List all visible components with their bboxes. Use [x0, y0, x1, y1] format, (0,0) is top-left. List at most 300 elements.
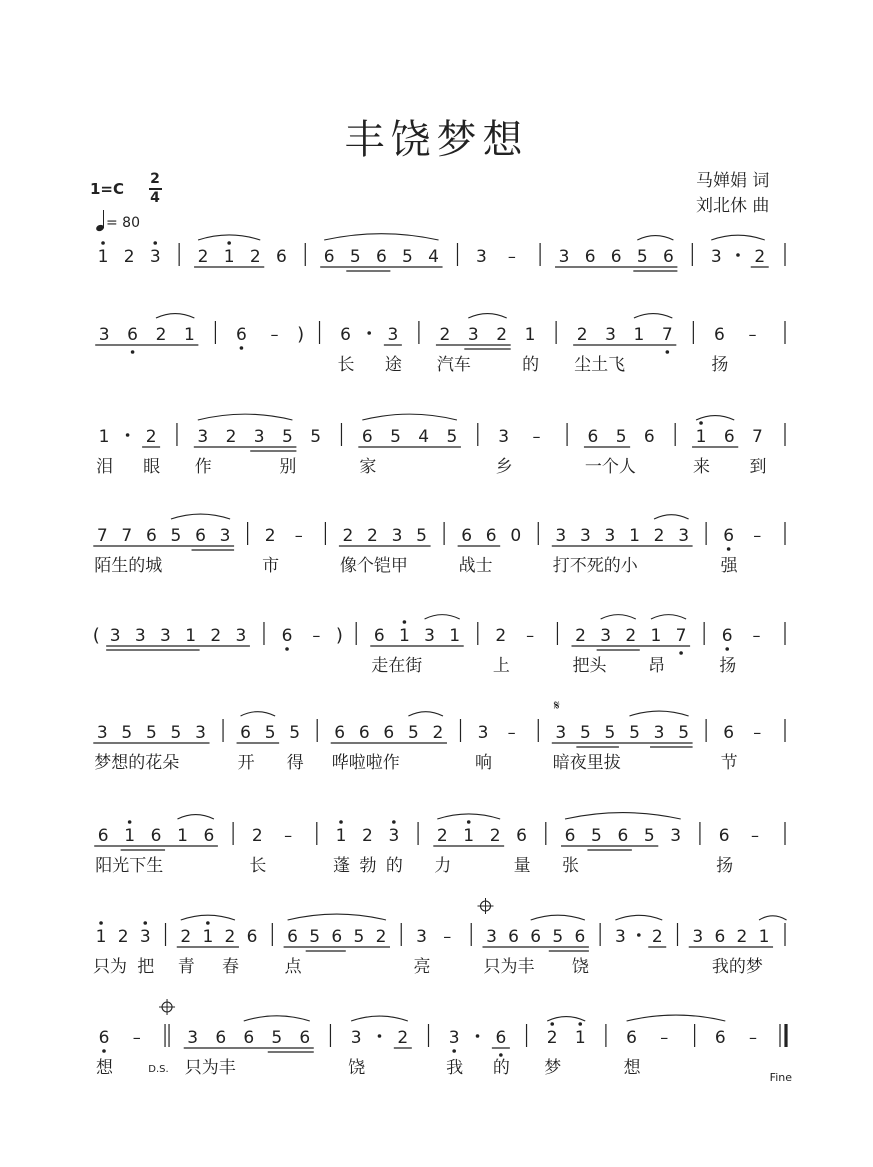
time-numerator: 2: [150, 171, 160, 187]
sustain-dash: –: [294, 526, 303, 545]
slur-arc: [156, 314, 194, 318]
jianpu-note: 6: [662, 247, 674, 267]
slur-arc: [531, 915, 585, 920]
slur-arc: [634, 314, 672, 318]
slur-arc: [198, 235, 260, 240]
octave-dot-low: [725, 647, 729, 651]
jianpu-note: 2: [342, 526, 354, 546]
jianpu-note: 6: [127, 325, 139, 345]
jianpu-note: 6: [564, 826, 576, 846]
jianpu-note: 6: [150, 826, 162, 846]
lyric-text: 暗夜里拔: [552, 753, 621, 773]
jianpu-note: 3: [197, 427, 209, 447]
slur-arc: [324, 234, 438, 240]
lyric-text: 得: [286, 753, 304, 773]
jianpu-note: 5: [591, 826, 602, 846]
jianpu-note: 6: [485, 526, 497, 546]
jianpu-note: 5: [552, 927, 564, 947]
jianpu-note: 6: [530, 927, 542, 947]
octave-dot-high: [403, 620, 407, 624]
lyric-text: 春: [221, 957, 239, 977]
jianpu-note: 2: [651, 927, 663, 947]
augmentation-dot: [126, 433, 130, 437]
jianpu-note: 3: [477, 723, 489, 743]
jianpu-note: 6: [626, 1028, 638, 1048]
lyric-text: 阳光下生: [95, 856, 164, 876]
jianpu-note: 6: [334, 723, 346, 743]
slur-arc: [241, 712, 276, 716]
jianpu-note: 2: [155, 325, 167, 345]
lyric-text: 亮: [413, 957, 431, 977]
jianpu-note: 5: [416, 526, 428, 546]
lyric-text: 打不死的小: [552, 556, 638, 576]
slur-arc: [425, 615, 460, 619]
sustain-dash: –: [312, 626, 321, 645]
lyric-text: 开: [237, 753, 255, 773]
time-denominator: 4: [150, 190, 160, 206]
jianpu-note: 2: [362, 826, 373, 846]
jianpu-note: 3: [710, 247, 722, 267]
lyric-text: 强: [720, 556, 738, 576]
jianpu-note: 3: [475, 247, 487, 267]
slur-arc: [288, 914, 386, 920]
jianpu-note: 5: [629, 723, 640, 743]
jianpu-note: 3: [416, 927, 427, 947]
sustain-dash: –: [752, 626, 761, 645]
lyric-text: 把头: [572, 656, 607, 676]
lyric-text: 把: [137, 957, 155, 977]
sustain-dash: –: [507, 247, 516, 266]
augmentation-dot: [367, 331, 371, 335]
slur-arc: [351, 1016, 408, 1021]
slur-arc: [654, 515, 689, 519]
lyric-text: 量: [513, 856, 531, 876]
lyric-text: 战士: [458, 556, 493, 576]
jianpu-note: 3: [98, 325, 110, 345]
jianpu-note: 6: [723, 723, 735, 743]
jianpu-note: 1: [335, 826, 347, 846]
octave-dot-high: [153, 241, 157, 245]
jianpu-note: 7: [121, 526, 133, 546]
sustain-dash: –: [526, 626, 535, 645]
lyric-text: 长: [249, 856, 267, 876]
lyric-text: 的: [522, 355, 540, 375]
jianpu-note: 6: [340, 325, 351, 345]
jianpu-note: 3: [498, 427, 510, 447]
slur-arc: [565, 813, 681, 819]
jianpu-note: 6: [721, 626, 733, 646]
lyric-text: 尘土飞: [574, 355, 626, 375]
slur-arc: [181, 915, 235, 920]
lyric-text: 饶: [571, 957, 589, 977]
jianpu-note: 1: [449, 626, 461, 646]
ds-marking: D.S.: [148, 1064, 169, 1075]
jianpu-note: 2: [249, 247, 261, 267]
jianpu-note: 5: [579, 723, 591, 743]
slur-arc: [696, 416, 734, 420]
jianpu-note: 1: [574, 1028, 586, 1048]
lyric-text: 长: [337, 355, 355, 375]
lyric-text: 哗啦啦作: [331, 753, 400, 773]
jianpu-note: 6: [574, 927, 586, 947]
jianpu-note: 3: [253, 427, 265, 447]
lyric-text: 的: [492, 1058, 510, 1078]
slur-arc: [177, 815, 213, 819]
jianpu-note: 1: [650, 626, 662, 646]
lyric-text: 只为: [93, 957, 128, 977]
jianpu-note: 3: [134, 626, 146, 646]
jianpu-note: 6: [331, 927, 343, 947]
octave-dot-high: [128, 820, 132, 824]
key-signature: 1=C: [90, 180, 125, 198]
jianpu-note: 3: [600, 626, 612, 646]
jianpu-note: 2: [439, 325, 451, 345]
jianpu-note: 5: [615, 427, 627, 447]
octave-dot-high: [101, 241, 105, 245]
jianpu-note: 6: [97, 826, 109, 846]
lyric-text: 只为丰: [483, 957, 535, 977]
slur-arc: [362, 414, 457, 420]
slur-arc: [408, 712, 443, 716]
jianpu-note: 5: [264, 723, 276, 743]
jianpu-note: 3: [692, 927, 704, 947]
jianpu-note: 7: [661, 325, 673, 345]
jianpu-note: 0: [510, 526, 522, 546]
slur-arc: [244, 1016, 310, 1021]
octave-dot-low: [285, 647, 289, 651]
lyric-text: 扬: [719, 656, 737, 676]
jianpu-note: 5: [170, 723, 182, 743]
jianpu-note: 2: [625, 626, 637, 646]
octave-dot-low: [131, 350, 135, 354]
augmentation-dot: [476, 1034, 480, 1038]
lyric-text: 力: [434, 856, 452, 876]
slur-arc: [627, 1015, 726, 1021]
lyricist-credit: 马婵娟 词: [696, 171, 770, 191]
jianpu-note: 5: [636, 247, 648, 267]
lyric-text: 到: [749, 457, 767, 477]
jianpu-note: 6: [643, 427, 655, 447]
lyric-text: 想: [623, 1058, 641, 1078]
jianpu-note: 5: [353, 927, 365, 947]
lyric-text: 我的梦: [711, 957, 763, 977]
lyric-text: 青: [177, 957, 195, 977]
lyric-text: 点: [284, 957, 302, 977]
jianpu-note: 3: [387, 325, 399, 345]
octave-dot-low: [240, 346, 244, 350]
lyric-text: 汽车: [436, 355, 471, 375]
jianpu-note: 2: [436, 826, 448, 846]
jianpu-note: 1: [463, 826, 475, 846]
jianpu-note: 3: [448, 1028, 460, 1048]
octave-dot-high: [392, 820, 396, 824]
sustain-dash: –: [507, 723, 516, 742]
jianpu-note: 5: [678, 723, 690, 743]
jianpu-note: 6: [713, 325, 725, 345]
jianpu-note: 7: [96, 526, 108, 546]
jianpu-note: 2: [264, 526, 276, 546]
jianpu-note: 1: [629, 526, 640, 546]
jianpu-note: 2: [575, 626, 586, 646]
jianpu-note: 5: [390, 427, 401, 447]
lyric-text: 节: [720, 753, 738, 773]
jianpu-note: 6: [508, 927, 520, 947]
jianpu-note: 3: [350, 1028, 362, 1048]
jianpu-note: 6: [358, 723, 370, 743]
jianpu-note: 6: [718, 826, 730, 846]
jianpu-note: 6: [203, 826, 215, 846]
jianpu-note: 2: [375, 927, 387, 947]
jianpu-note: 2: [489, 826, 501, 846]
slur-arc: [615, 915, 662, 920]
augmentation-dot: [736, 253, 740, 257]
slur-arc: [198, 414, 293, 420]
jianpu-note: 6: [98, 1028, 110, 1048]
jianpu-note: 2: [397, 1028, 409, 1048]
lyric-text: 扬: [711, 355, 729, 375]
jianpu-note: 5: [271, 1028, 283, 1048]
octave-dot-low: [679, 651, 683, 655]
lyric-text: 像个铠甲: [339, 556, 408, 576]
slur-arc: [547, 1017, 585, 1021]
jianpu-note: 1: [758, 927, 770, 947]
jianpu-note: 3: [670, 826, 682, 846]
repeat-parenthesis: ): [335, 625, 343, 646]
jianpu-note: 1: [177, 826, 188, 846]
augmentation-dot: [378, 1034, 382, 1038]
jianpu-note: 1: [399, 626, 410, 646]
jianpu-note: 3: [424, 626, 435, 646]
jianpu-note: 7: [752, 427, 763, 447]
augmentation-dot: [637, 933, 641, 937]
jianpu-note: 2: [197, 247, 209, 267]
lyric-text: 想: [96, 1058, 114, 1078]
lyric-text: 眼: [143, 457, 161, 477]
jianpu-note: 5: [121, 723, 133, 743]
jianpu-note: 6: [723, 526, 735, 546]
sustain-dash: –: [748, 325, 757, 344]
jianpu-note: 6: [617, 826, 629, 846]
sustain-dash: –: [753, 723, 762, 742]
lyric-text: 家: [359, 457, 377, 477]
repeat-parenthesis: (: [92, 625, 100, 646]
jianpu-note: 6: [584, 247, 596, 267]
jianpu-note: 1: [98, 427, 110, 447]
octave-dot-low: [499, 1053, 503, 1057]
jianpu-note: 3: [579, 526, 591, 546]
jianpu-note: 6: [287, 927, 298, 947]
jianpu-note: 1: [97, 247, 109, 267]
jianpu-note: 6: [240, 723, 251, 743]
lyric-text: 响: [475, 753, 493, 773]
jianpu-note: 6: [383, 723, 395, 743]
jianpu-note: 3: [235, 626, 247, 646]
lyric-text: 梦想的花朵: [94, 753, 180, 773]
octave-dot-low: [727, 547, 731, 551]
jianpu-note: 3: [149, 247, 161, 267]
octave-dot-low: [102, 1049, 106, 1053]
jianpu-note: 1: [124, 826, 136, 846]
jianpu-note: 2: [210, 626, 222, 646]
jianpu-note: 2: [496, 325, 508, 345]
octave-dot-high: [578, 1022, 582, 1026]
jianpu-note: 2: [495, 626, 507, 646]
jianpu-note: 2: [546, 1028, 558, 1048]
jianpu-note: 2: [653, 526, 665, 546]
octave-dot-high: [227, 241, 231, 245]
jianpu-note: 1: [95, 927, 107, 947]
jianpu-note: 6: [299, 1028, 311, 1048]
jianpu-note: 6: [195, 526, 206, 546]
jianpu-note: 1: [633, 325, 645, 345]
jianpu-note: 3: [187, 1028, 199, 1048]
sustain-dash: –: [753, 526, 762, 545]
jianpu-note: 6: [723, 427, 735, 447]
jianpu-note: 1: [185, 626, 197, 646]
jianpu-note: 2: [117, 927, 129, 947]
jianpu-note: 6: [714, 927, 726, 947]
slur-arc: [629, 711, 688, 716]
lyric-text: 勃: [359, 856, 377, 876]
lyric-text: 乡: [495, 457, 513, 477]
jianpu-note: 3: [195, 723, 206, 743]
jianpu-note: 3: [160, 626, 171, 646]
lyric-text: 别: [279, 457, 297, 477]
song-title: 丰饶梦想: [344, 117, 529, 163]
lyric-text: 泪: [96, 457, 114, 477]
jianpu-note: 3: [614, 927, 626, 947]
jianpu-note: 2: [251, 826, 263, 846]
lyric-text: 作: [194, 457, 212, 477]
slur-arc: [468, 314, 506, 318]
jianpu-note: 6: [361, 427, 373, 447]
jianpu-note: 5: [282, 427, 293, 447]
jianpu-note: 6: [145, 526, 157, 546]
jianpu-note: 4: [418, 427, 430, 447]
jianpu-note: 3: [653, 723, 665, 743]
octave-dot-high: [143, 921, 147, 925]
jianpu-note: 6: [281, 626, 293, 646]
octave-dot-high: [206, 921, 210, 925]
jianpu-note: 3: [605, 325, 616, 345]
jianpu-note: 3: [678, 526, 690, 546]
jianpu-note: 6: [373, 626, 385, 646]
jianpu-note: 6: [516, 826, 527, 846]
lyric-text: 蓬: [333, 856, 351, 876]
lyric-text: 我: [446, 1058, 464, 1078]
jianpu-note: 6: [587, 427, 599, 447]
jianpu-note: 6: [236, 325, 247, 345]
lyric-text: 昂: [647, 656, 665, 676]
jianpu-note: 3: [96, 723, 108, 743]
jianpu-note: 1: [524, 325, 536, 345]
sustain-dash: –: [532, 427, 541, 446]
octave-dot-high: [99, 921, 103, 925]
jianpu-note: 5: [407, 723, 419, 743]
slur-arc: [759, 916, 786, 920]
jianpu-note: 3: [558, 247, 570, 267]
octave-dot-high: [550, 1022, 554, 1026]
slur-arc: [637, 236, 673, 240]
jianpu-note: 1: [183, 325, 195, 345]
octave-dot-high: [339, 820, 343, 824]
jianpu-note: 2: [145, 427, 157, 447]
lyric-text: 陌生的城: [94, 556, 163, 576]
fine-marking: Fine: [769, 1071, 792, 1084]
jianpu-note: 6: [243, 1028, 255, 1048]
octave-dot-low: [666, 350, 670, 354]
jianpu-note: 6: [610, 247, 622, 267]
jianpu-note: 2: [367, 526, 378, 546]
tempo-value: = 80: [106, 215, 140, 231]
octave-dot-high: [699, 421, 703, 425]
jianpu-note: 5: [349, 247, 361, 267]
jianpu-note: 7: [675, 626, 687, 646]
slur-arc: [171, 514, 230, 519]
lyric-text: 市: [262, 556, 280, 576]
jianpu-note: 5: [446, 427, 458, 447]
jianpu-note: 3: [467, 325, 479, 345]
jianpu-note: 6: [714, 1028, 726, 1048]
slur-arc: [437, 814, 500, 819]
segno-sign: 𝄋: [553, 698, 560, 714]
jianpu-note: 6: [323, 247, 335, 267]
jianpu-note: 3: [139, 927, 151, 947]
jianpu-note: 2: [576, 325, 588, 345]
jianpu-note: 2: [432, 723, 444, 743]
jianpu-note: 6: [375, 247, 387, 267]
lyric-text: 途: [384, 355, 402, 375]
jianpu-note: 5: [170, 526, 182, 546]
sustain-dash: –: [750, 826, 759, 845]
sustain-dash: –: [284, 826, 293, 845]
jianpu-note: 5: [643, 826, 655, 846]
octave-dot-high: [467, 820, 471, 824]
composer-credit: 刘北休 曲: [696, 196, 770, 216]
jianpu-note: 1: [695, 427, 707, 447]
jianpu-note: 6: [246, 927, 258, 947]
lyric-text: 张: [562, 856, 580, 876]
jianpu-note: 2: [736, 927, 748, 947]
jianpu-note: 2: [225, 427, 237, 447]
sustain-dash: –: [132, 1028, 141, 1047]
jianpu-note: 3: [486, 927, 497, 947]
jianpu-note: 3: [388, 826, 400, 846]
jianpu-note: 2: [123, 247, 135, 267]
jianpu-note: 6: [495, 1028, 507, 1048]
slur-arc: [651, 615, 686, 619]
lyric-text: 只为丰: [184, 1058, 236, 1078]
jianpu-note: 5: [289, 723, 301, 743]
jianpu-note: 5: [309, 927, 321, 947]
lyric-text: 一个人: [584, 457, 636, 477]
jianpu-note: 6: [275, 247, 287, 267]
jianpu-note: 3: [555, 723, 567, 743]
lyric-text: 扬: [716, 856, 734, 876]
lyric-text: 来: [693, 457, 711, 477]
jianpu-note: 2: [180, 927, 192, 947]
slur-arc: [711, 235, 764, 240]
sustain-dash: –: [270, 325, 279, 344]
repeat-parenthesis: ): [297, 324, 305, 345]
octave-dot-low: [452, 1049, 456, 1053]
jianpu-note: 5: [402, 247, 413, 267]
jianpu-note: 1: [202, 927, 214, 947]
slur-arc: [601, 615, 636, 619]
lyric-text: 走在街: [371, 656, 423, 676]
jianpu-note: 3: [555, 526, 567, 546]
lyric-text: 上: [492, 656, 510, 676]
